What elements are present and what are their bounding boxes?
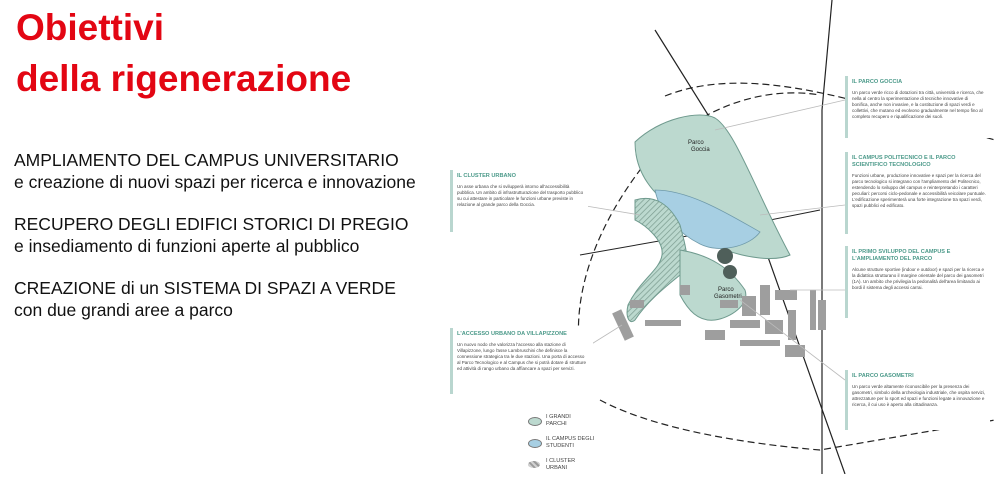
callout-title: IL PARCO GASOMETRI <box>852 373 914 379</box>
legend-label: I GRANDI <box>546 414 571 420</box>
legend-item <box>546 436 594 449</box>
callout-box-accesso-villapizzone <box>450 328 593 394</box>
objective-heading: AMPLIAMENTO DEL CAMPUS UNIVERSITARIO <box>14 150 399 170</box>
objective-heading: RECUPERO DEGLI EDIFICI STORICI DI PREGIO <box>14 214 409 234</box>
legend-item <box>546 458 575 471</box>
objective-detail: e insediamento di funzioni aperte al pubblico <box>14 235 360 256</box>
callout-text: Alcune strutture sportive (indoor e outdoor) e spazi per la ricerca e la didattica strutturano il margine orientale del parco dei gasometri (1A). Un ambito che privilegia la pedonalità dell'area limitando ai bordi il sistema degli accessi carrai. <box>852 267 985 290</box>
objective-item <box>14 150 434 193</box>
callout-title: L'ACCESSO URBANO DA VILLAPIZZONE <box>457 331 567 337</box>
callout-title: IL CAMPUS POLITECNICO E IL PARCO SCIENTIFICO TECNOLOGICO <box>852 155 956 168</box>
objective-heading: CREAZIONE di un SISTEMA DI SPAZI A VERDE <box>14 278 396 298</box>
legend-label: STUDENTI <box>546 442 574 449</box>
masterplan-map <box>430 0 995 474</box>
gasometer <box>723 265 737 279</box>
legend-swatch-parchi <box>528 417 542 426</box>
legend-label: I CLUSTER <box>546 458 576 464</box>
slide-title <box>16 2 351 104</box>
callout-text: Un parco verde altamente riconoscibile per la presenza dei gasometri, simbolo della archeologia industriale, che ospita servizi, attrezzature per lo sport ed spazi e funzioni legate a innovazione e ricerca, il cui uso è aperto alla cittadinanza. <box>852 384 986 407</box>
objective-detail: e creazione di nuovi spazi per ricerca e innovazione <box>14 171 416 192</box>
objective-item <box>14 214 434 257</box>
parco-gasometri-label-line: Gasometri <box>714 294 742 300</box>
callout-title: IL PRIMO SVILUPPO DEL CAMPUS E L'AMPLIAMENTO DEL PARCO <box>852 249 951 262</box>
callout-text: Un parco verde ricco di dotazioni tra città, università e ricerca, che nella al centro la sperimentazione di tecniche innovative di bonifica, anche non invasive, e la costituzione di spazi verdi e collettivi, che mutano ed evolvono gradualmente nel tempo fino al completo recupero e riqualificazione dei suoli. <box>852 90 984 119</box>
legend-label: PARCHI <box>546 420 567 427</box>
callout-box-cluster-urbano <box>450 170 588 232</box>
callout-title: IL CLUSTER URBANO <box>457 173 516 179</box>
legend-label: URBANI <box>546 464 568 471</box>
road-line <box>822 0 832 474</box>
parco-gasometri-label-line: Parco <box>718 287 734 293</box>
objective-item <box>14 278 434 321</box>
parco-goccia-label-line: Parco <box>688 140 704 146</box>
slide-title-line-1: Obiettivi <box>16 7 165 48</box>
callout-text: Un asse urbana che si svilupperà intorno all'accessibilità pubblica. Un ambito di infrastrutturazione del trasporto pubblico su cui attestare in particolare le funzioni urbane previste in relazione al grande parco della Goccia. <box>457 184 584 207</box>
callout-text: Funzioni urbane, produzione innovative e spazi per la ricerca del parco tecnologico si integrano con l'ampliamento del Politecnico, estendendo lo sviluppo del campus e reinterpretando i caratteri peculiari: percorsi ciclo-pedonale e accessibilità veicolare puntuale. L'edificazione sperimenterà una forte integrazione tra spazi verdi, spazi pubblici ed edificato. <box>852 173 986 208</box>
parco-goccia-label-line: Goccia <box>691 147 710 153</box>
gasometer <box>717 248 733 264</box>
legend-item <box>546 414 571 427</box>
callout-box-parco-goccia <box>845 76 990 138</box>
callout-text: Un nuovo nodo che valorizza l'accesso alla stazione di Villapizzone, lungo l'asse Lambruschini che definisce la connessione strategica tra le due stazioni. Una porta di accesso al Parco Tecnologico e al Campus che si potrà dotare di strutture ed attività di rango urbano da affiancare a spazi per servizi. <box>457 342 586 371</box>
callout-box-primo-sviluppo <box>845 246 990 318</box>
legend-swatch-cluster <box>528 461 540 468</box>
legend-label: IL CAMPUS DEGLI <box>546 436 595 442</box>
slide-title-line-2: della rigenerazione <box>16 58 352 99</box>
callout-title: IL PARCO GOCCIA <box>852 79 903 85</box>
legend-swatch-campus <box>528 439 542 448</box>
objectives-list <box>14 150 434 342</box>
callout-box-campus-politecnico <box>845 152 990 234</box>
objective-detail: con due grandi aree a parco <box>14 299 233 320</box>
callout-box-parco-gasometri <box>845 370 990 430</box>
